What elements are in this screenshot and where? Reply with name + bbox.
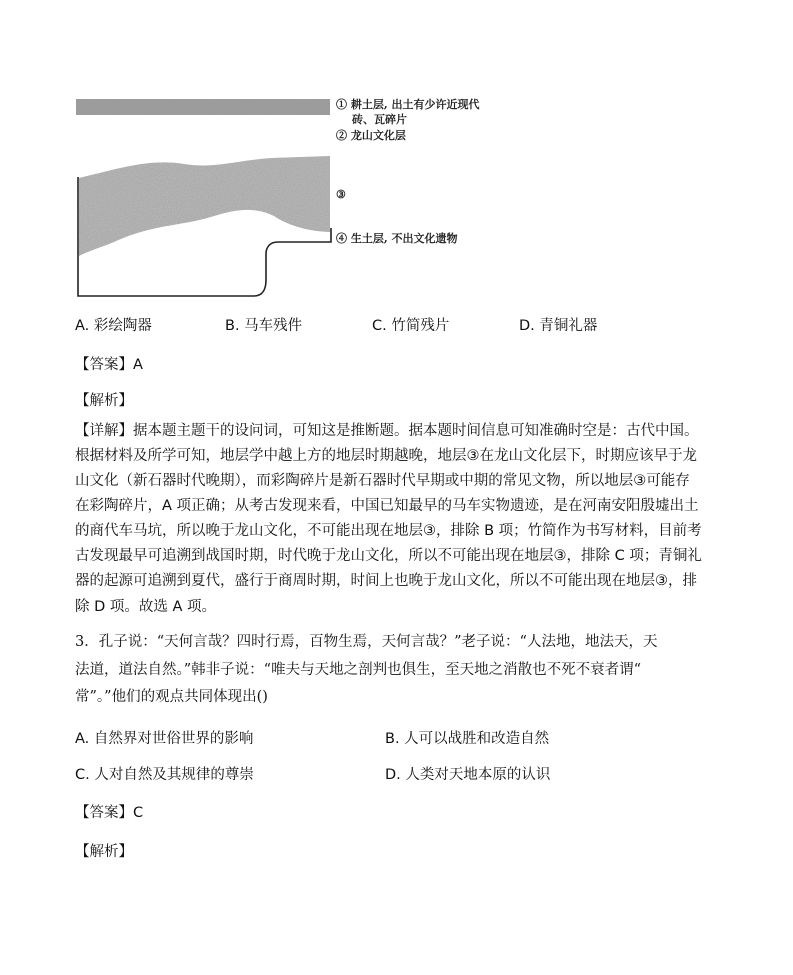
q3-option-d: D. 人类对天地本原的认识	[385, 767, 551, 783]
q3-option-c: C. 人对自然及其规律的尊崇	[75, 767, 254, 783]
q2-answer: 【答案】A	[75, 357, 143, 373]
label-layer-4: ④ 生土层, 不出文化遗物	[336, 232, 458, 245]
q2-option-d: D. 青铜礼器	[519, 318, 598, 334]
label-layer-3: ③	[336, 188, 346, 201]
q2-analysis-label: 【解析】	[75, 393, 133, 409]
q3-stem-line: 法道，道法自然。”韩非子说：“唯夫与天地之剖判也俱生，至天地之消散也不死不衰者谓“	[75, 662, 641, 678]
label-layer-1-cont: 砖、瓦碎片	[352, 113, 407, 126]
stratigraphy-diagram	[74, 92, 504, 304]
q3-analysis-label: 【解析】	[75, 844, 133, 860]
q2-explanation-line: 【详解】据本题主题干的设问词，可知这是推断题。据本题时间信息可知准确时空是：古代中国。	[75, 423, 699, 439]
layer-3	[79, 156, 330, 256]
q2-explanation-line: 古发现最早可追溯到战国时期，时代晚于龙山文化，所以不可能出现在地层③，排除 C 项；青铜礼	[75, 548, 702, 564]
q2-explanation-line: 的商代车马坑，所以晚于龙山文化，不可能出现在地层③，排除 B 项；竹简作为书写材料，目前考	[75, 523, 702, 539]
q3-option-a: A. 自然界对世俗世界的影响	[75, 731, 254, 747]
label-layer-1: ① 耕土层, 出土有少许近现代	[336, 98, 480, 111]
q3-option-b: B. 人可以战胜和改造自然	[385, 731, 550, 747]
q2-explanation-line: 山文化（新石器时代晚期），而彩陶碎片是新石器时代早期或中期的常见文物，所以地层③可能存	[75, 473, 690, 489]
layer-1-topsoil	[76, 99, 330, 115]
q2-explanation-line: 除 D 项。故选 A 项。	[75, 599, 217, 615]
q2-option-c: C. 竹简残片	[372, 318, 450, 334]
q3-stem-line: 常”。”他们的观点共同体现出()	[75, 689, 268, 705]
label-layer-2: ② 龙山文化层	[336, 129, 406, 142]
q2-option-a: A. 彩绘陶器	[75, 318, 152, 334]
q2-explanation-line: 在彩陶碎片，A 项正确；从考古发现来看，中国已知最早的马车实物遗迹，是在河南安阳殷墟出土	[75, 498, 699, 514]
q3-stem-line: 3．孔子说：“天何言哉？四时行焉，百物生焉，天何言哉？”老子说：“人法地，地法天，天	[75, 634, 658, 650]
stratigraphy-figure	[74, 92, 504, 304]
q2-explanation-line: 根据材料及所学可知，地层学中越上方的地层时期越晚，地层③在龙山文化层下，时期应该早于龙	[75, 448, 697, 464]
q3-answer: 【答案】C	[75, 805, 144, 821]
q2-explanation-line: 器的起源可追溯到夏代，盛行于商周时期，时间上也晚于龙山文化，所以不可能出现在地层③，排	[75, 573, 697, 589]
q2-option-b: B. 马车残件	[225, 318, 303, 334]
